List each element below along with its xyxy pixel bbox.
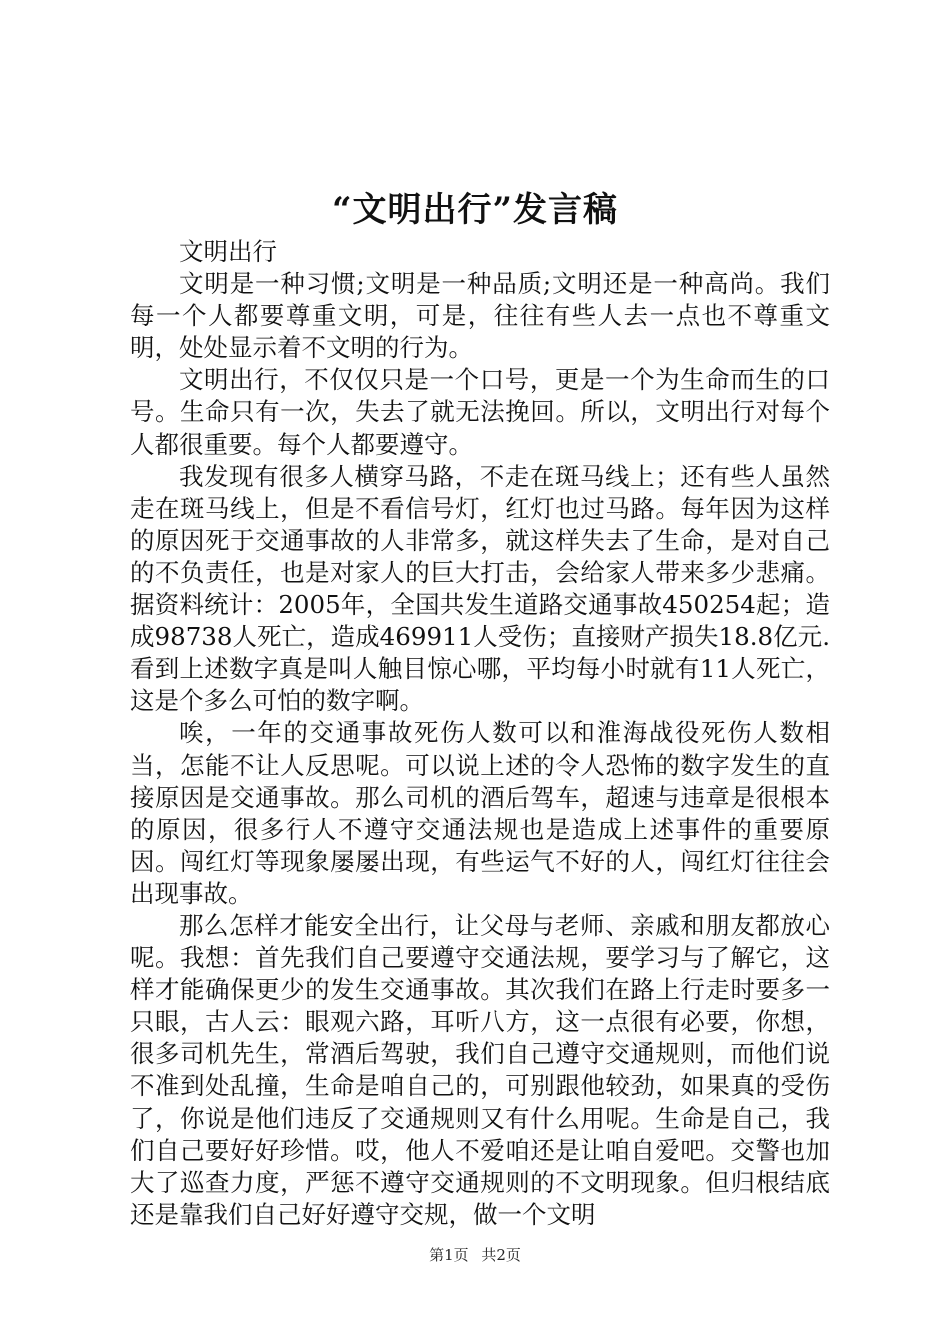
paragraph: 文明是一种习惯;文明是一种品质;文明还是一种高尚。我们每一个人都要尊重文明，可是，往往有些人去一点也不尊重文明，处处显示着不文明的行为。 xyxy=(130,269,830,363)
paragraph: 文明出行 xyxy=(179,237,277,266)
paragraph: 我发现有很多人横穿马路，不走在斑马线上；还有些人虽然走在斑马线上，但是不看信号灯，红灯也过马路。每年因为这样的原因死于交通事故的人非常多，就这样失去了生命，是对自己的不负责任，也是对家人的巨大打击，会给家人带来多少悲痛。据资料统计：2005年，全国共发生道路交通事故450254起；造成98738人死亡，造成469911人受伤；直接财产损失18.8亿元.看到上述数字真是叫人触目惊心哪，平均每小时就有11人死亡，这是个多么可怕的数字啊。 xyxy=(130,461,830,716)
page-number: 第1页 xyxy=(429,1246,469,1264)
document-title: “文明出行”发言稿 xyxy=(331,190,619,230)
paragraph: 文明出行，不仅仅只是一个口号，更是一个为生命而生的口号。生命只有一次，失去了就无法挽回。所以，文明出行对每个人都很重要。每个人都要遵守。 xyxy=(130,365,830,459)
document-body xyxy=(130,236,830,1231)
paragraph: 那么怎样才能安全出行，让父母与老师、亲戚和朋友都放心呢。我想：首先我们自己要遵守交通法规，要学习与了解它，这样才能确保更少的发生交通事故。其次我们在路上行走时要多一只眼，古人云：眼观六路，耳听八方，这一点很有必要，你想，很多司机先生，常酒后驾驶，我们自己遵守交通规则，而他们说不准到处乱撞，生命是咱自己的，可别跟他较劲，如果真的受伤了，你说是他们违反了交通规则又有什么用呢。生命是自己，我们自己要好好珍惜。哎，他人不爱咱还是让咱自爱吧。交警也加大了巡查力度，严惩不遵守交通规则的不文明现象。但归根结底还是靠我们自己好好遵守交规，做一个文明 xyxy=(130,910,830,1229)
paragraph: 唉，一年的交通事故死伤人数可以和淮海战役死伤人数相当，怎能不让人反思呢。可以说上述的令人恐怖的数字发生的直接原因是交通事故。那么司机的酒后驾车，超速与违章是很根本的原因，很多行人不遵守交通法规也是造成上述事件的重要原因。闯红灯等现象屡屡出现，有些运气不好的人，闯红灯往往会出现事故。 xyxy=(130,718,830,908)
page-total: 共2页 xyxy=(481,1246,521,1264)
page-footer xyxy=(0,1243,950,1267)
